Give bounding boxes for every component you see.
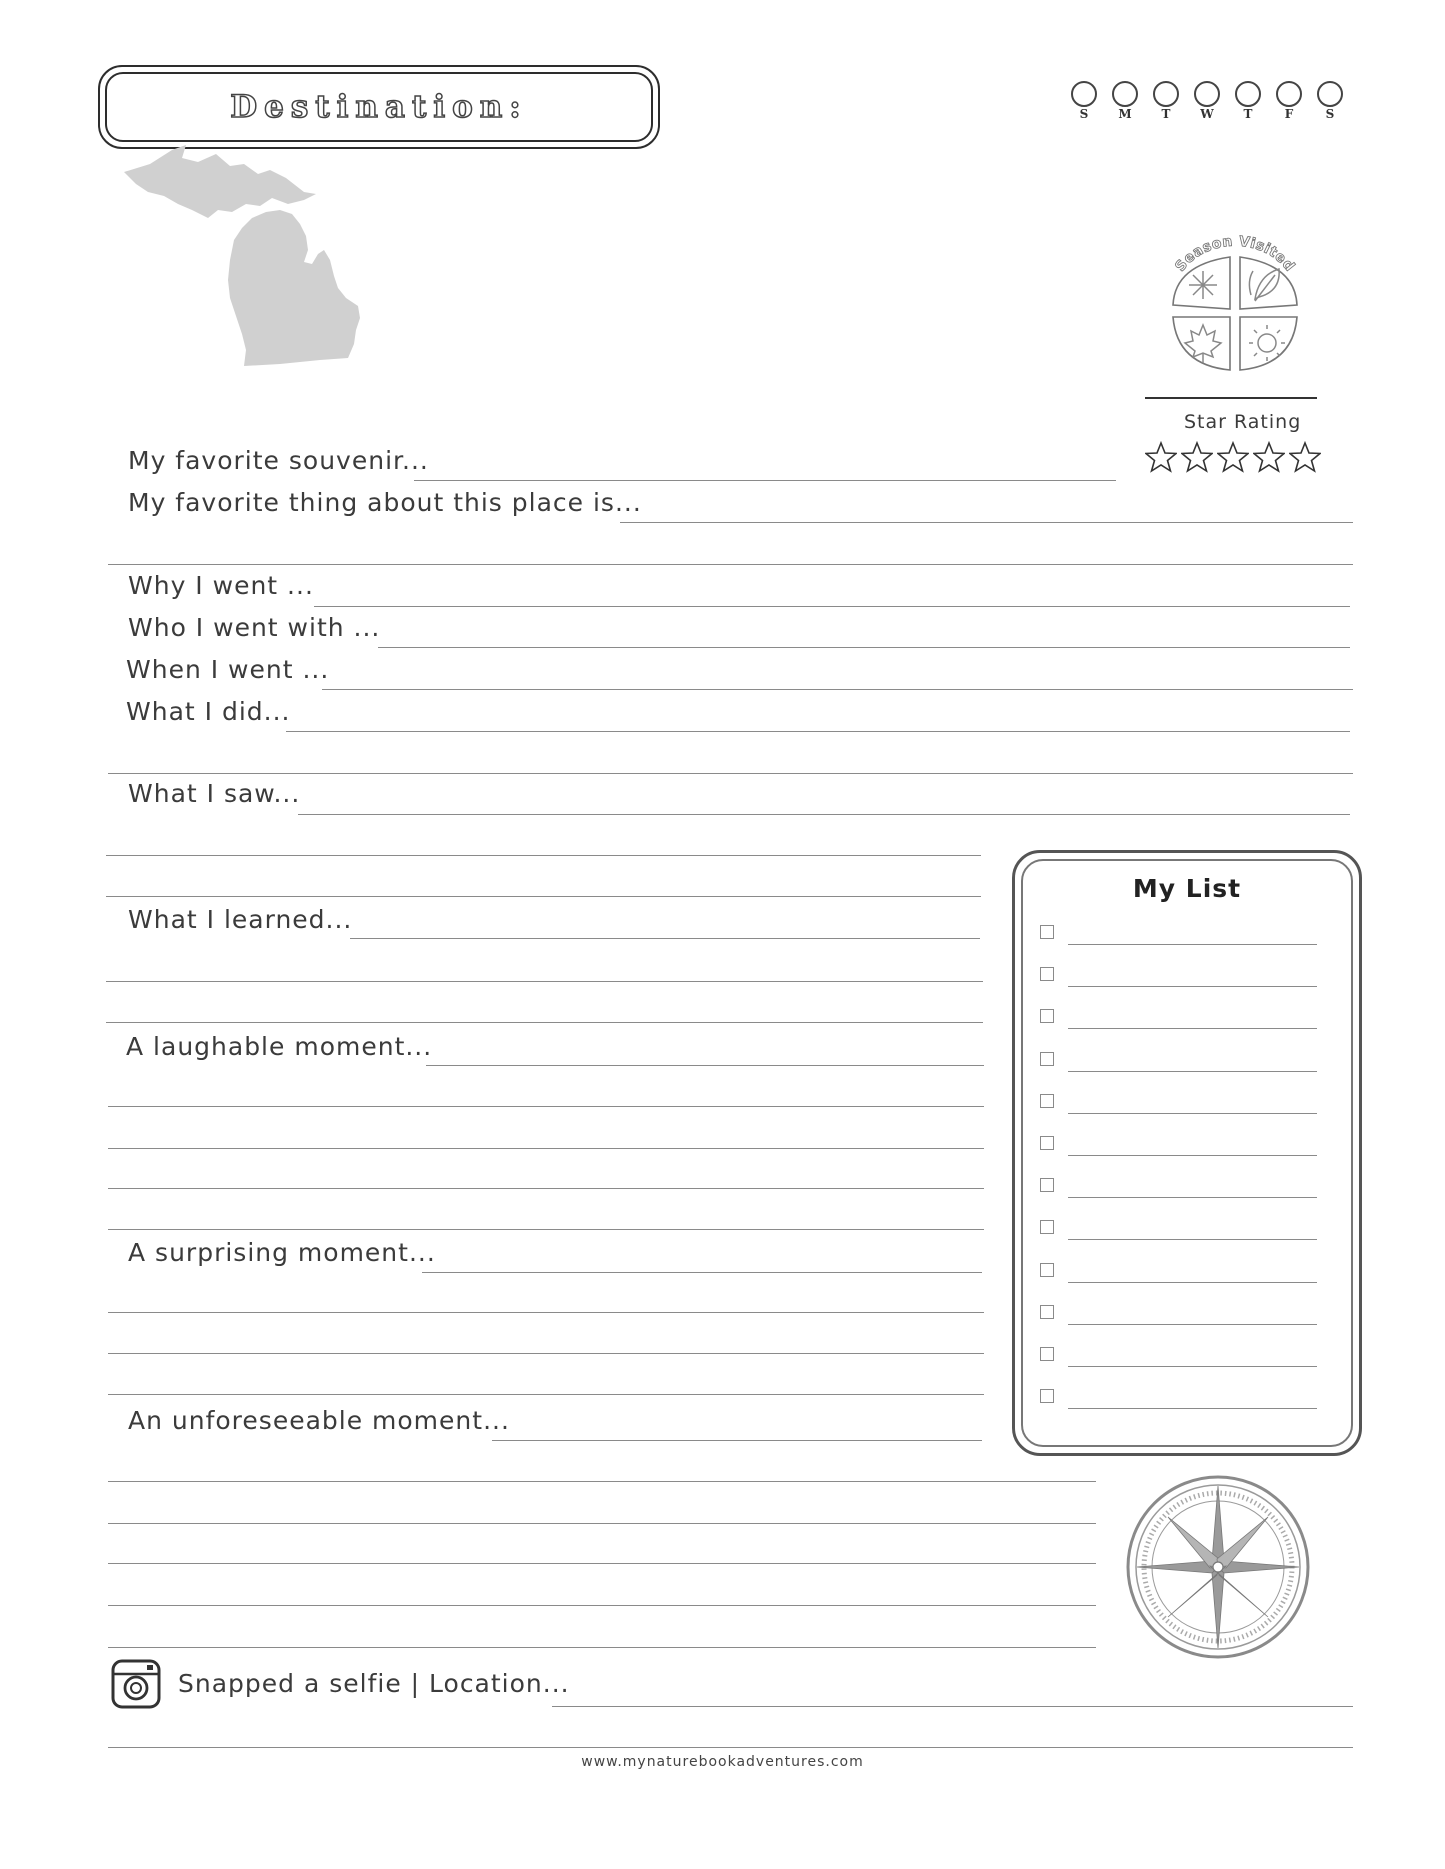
list-item-line[interactable] <box>1068 1239 1317 1240</box>
list-item-line[interactable] <box>1068 1282 1317 1283</box>
when-went-label: When I went ... <box>126 655 330 684</box>
destination-title: Destination: <box>230 89 528 125</box>
my-list-items <box>1040 920 1340 1420</box>
list-item-line[interactable] <box>1068 1197 1317 1198</box>
list-item[interactable] <box>1040 1215 1340 1245</box>
who-went-with-label: Who I went with ... <box>128 613 381 642</box>
day-option[interactable] <box>1153 81 1179 121</box>
day-option[interactable] <box>1235 81 1261 121</box>
unforeseeable-moment-label: An unforeseeable moment... <box>128 1406 510 1435</box>
what-saw-label: What I saw... <box>128 779 301 808</box>
list-item-line[interactable] <box>1068 1071 1317 1072</box>
unforeseeable-moment-line-5[interactable] <box>108 1605 1096 1606</box>
footer-url[interactable]: www.mynaturebookadventures.com <box>581 1754 864 1770</box>
list-checkbox[interactable] <box>1040 1347 1054 1361</box>
favorite-souvenir-label: My favorite souvenir... <box>128 446 429 475</box>
laughable-moment-line-3[interactable] <box>108 1148 984 1149</box>
list-item[interactable] <box>1040 1089 1340 1119</box>
what-learned-label: What I learned... <box>128 905 353 934</box>
day-option[interactable] <box>1194 81 1220 121</box>
list-item[interactable] <box>1040 1131 1340 1161</box>
list-checkbox[interactable] <box>1040 1094 1054 1108</box>
list-item[interactable] <box>1040 1047 1340 1077</box>
list-item-line[interactable] <box>1068 1113 1317 1114</box>
star-icon[interactable] <box>1217 441 1249 473</box>
unforeseeable-moment-line-3[interactable] <box>108 1523 1096 1524</box>
selfie-location-line[interactable] <box>552 1706 1353 1707</box>
unforeseeable-moment-line-4[interactable] <box>108 1563 1096 1564</box>
snowflake-icon <box>1189 271 1217 299</box>
what-did-line-2[interactable] <box>108 773 1353 774</box>
list-item-line[interactable] <box>1068 1408 1317 1409</box>
list-item-line[interactable] <box>1068 1366 1317 1367</box>
list-item[interactable] <box>1040 1173 1340 1203</box>
day-circle[interactable] <box>1153 81 1179 107</box>
season-visited-badge <box>1155 225 1315 375</box>
camera-icon <box>111 1659 161 1709</box>
list-checkbox[interactable] <box>1040 1389 1054 1403</box>
surprising-moment-line[interactable] <box>422 1272 982 1273</box>
star-rating[interactable] <box>1145 441 1325 477</box>
what-did-line[interactable] <box>286 731 1350 732</box>
day-option[interactable] <box>1112 81 1138 121</box>
list-item[interactable] <box>1040 1342 1340 1372</box>
list-item-line[interactable] <box>1068 1155 1317 1156</box>
list-item[interactable] <box>1040 1384 1340 1414</box>
day-letter: S <box>1325 107 1335 121</box>
what-saw-line-2[interactable] <box>106 855 981 856</box>
star-icon[interactable] <box>1289 441 1321 473</box>
list-item-line[interactable] <box>1068 986 1317 987</box>
day-circle[interactable] <box>1276 81 1302 107</box>
who-went-with-line[interactable] <box>378 647 1350 648</box>
list-checkbox[interactable] <box>1040 1136 1054 1150</box>
sun-icon <box>1249 325 1285 361</box>
list-checkbox[interactable] <box>1040 1009 1054 1023</box>
list-checkbox[interactable] <box>1040 967 1054 981</box>
what-saw-line[interactable] <box>298 814 1350 815</box>
day-selector <box>1071 81 1351 137</box>
list-item-line[interactable] <box>1068 944 1317 945</box>
list-checkbox[interactable] <box>1040 1220 1054 1234</box>
day-letter: T <box>1161 107 1171 121</box>
maple-leaf-icon <box>1185 325 1221 363</box>
star-icon[interactable] <box>1253 441 1285 473</box>
day-letter: M <box>1118 107 1132 121</box>
star-rating-label: Star Rating <box>1184 411 1302 433</box>
what-saw-line-3[interactable] <box>106 896 981 897</box>
why-went-line[interactable] <box>314 606 1350 607</box>
what-did-label: What I did... <box>126 697 291 726</box>
day-circle[interactable] <box>1235 81 1261 107</box>
list-item[interactable] <box>1040 962 1340 992</box>
unforeseeable-moment-line[interactable] <box>492 1440 982 1441</box>
day-circle[interactable] <box>1112 81 1138 107</box>
list-item-line[interactable] <box>1068 1028 1317 1029</box>
favorite-souvenir-line[interactable] <box>414 480 1116 481</box>
list-checkbox[interactable] <box>1040 1052 1054 1066</box>
day-option[interactable] <box>1071 81 1097 121</box>
star-icon[interactable] <box>1145 441 1177 473</box>
favorite-thing-line[interactable] <box>620 522 1353 523</box>
list-checkbox[interactable] <box>1040 1305 1054 1319</box>
day-circle[interactable] <box>1071 81 1097 107</box>
day-letter: T <box>1243 107 1253 121</box>
what-learned-line-3[interactable] <box>106 1022 983 1023</box>
favorite-thing-line-2[interactable] <box>108 564 1353 565</box>
surprising-moment-line-2[interactable] <box>108 1312 984 1313</box>
unforeseeable-moment-line-6[interactable] <box>108 1647 1096 1648</box>
michigan-map-icon <box>120 140 375 370</box>
laughable-moment-line-5[interactable] <box>108 1229 984 1230</box>
star-icon[interactable] <box>1181 441 1213 473</box>
day-circle[interactable] <box>1194 81 1220 107</box>
list-checkbox[interactable] <box>1040 925 1054 939</box>
what-learned-line-2[interactable] <box>106 981 983 982</box>
when-went-line[interactable] <box>322 689 1353 690</box>
favorite-thing-label: My favorite thing about this place is... <box>128 488 642 517</box>
laughable-moment-line[interactable] <box>426 1065 984 1066</box>
why-went-label: Why I went ... <box>128 571 314 600</box>
season-badge-title: Season Visited <box>1172 233 1298 275</box>
surprising-moment-line-4[interactable] <box>108 1394 984 1395</box>
surprising-moment-label: A surprising moment... <box>128 1238 436 1267</box>
surprising-moment-line-3[interactable] <box>108 1353 984 1354</box>
list-item[interactable] <box>1040 1258 1340 1288</box>
day-option[interactable] <box>1317 81 1343 121</box>
day-letter: S <box>1079 107 1089 121</box>
list-checkbox[interactable] <box>1040 1178 1054 1192</box>
my-list-title: My List <box>1132 874 1242 903</box>
selfie-location-label: Snapped a selfie | Location... <box>178 1669 570 1698</box>
unforeseeable-moment-line-2[interactable] <box>108 1481 1096 1482</box>
laughable-moment-line-2[interactable] <box>108 1106 984 1107</box>
day-option[interactable] <box>1276 81 1302 121</box>
list-item[interactable] <box>1040 920 1340 950</box>
what-learned-line[interactable] <box>350 938 980 939</box>
bottom-rule <box>108 1747 1353 1748</box>
day-letter: W <box>1200 107 1214 121</box>
list-checkbox[interactable] <box>1040 1263 1054 1277</box>
compass-rose-icon <box>1123 1472 1313 1662</box>
rating-divider <box>1145 397 1317 399</box>
leaf-icon <box>1249 269 1279 301</box>
day-circle[interactable] <box>1317 81 1343 107</box>
list-item[interactable] <box>1040 1004 1340 1034</box>
laughable-moment-label: A laughable moment... <box>126 1032 433 1061</box>
day-letter: F <box>1284 107 1294 121</box>
list-item[interactable] <box>1040 1300 1340 1330</box>
laughable-moment-line-4[interactable] <box>108 1188 984 1189</box>
list-item-line[interactable] <box>1068 1324 1317 1325</box>
